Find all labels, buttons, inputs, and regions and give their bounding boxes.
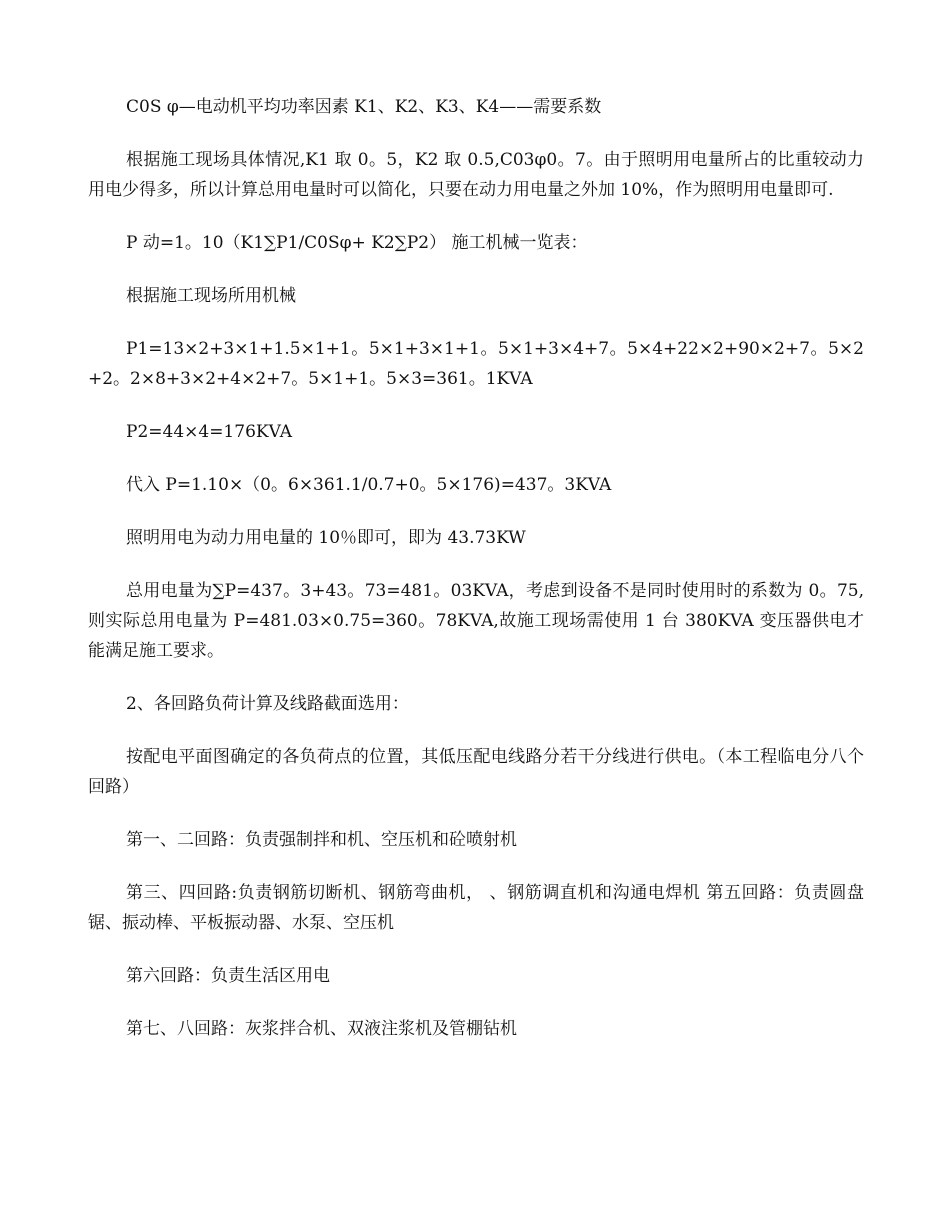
paragraph-power-factor: C0S φ—电动机平均功率因素 K1、K2、K3、K4——需要系数 <box>126 97 602 117</box>
paragraph-lighting-load: 照明用电为动力用电量的 10％即可，即为 43.73KW <box>126 528 526 548</box>
paragraph-circuit-3-5: 第三、四回路:负责钢筋切断机、钢筋弯曲机， 、钢筋调直机和沟通电焊机 第五回路：负责圆盘锯、振动棒、平板振动器、水泵、空压机 <box>88 883 864 933</box>
paragraph-p2-calculation: P2=44×4=176KVA <box>126 422 292 442</box>
section-heading-circuits: 2、各回路负荷计算及线路截面选用： <box>126 694 409 714</box>
paragraph-p1-calculation: P1=13×2+3×1+1.5×1+1。5×1+3×1+1。5×1+3×4+7。5×4+22×2+90×2+7。5×2+2。2×8+3×2+4×2+7。5×1+1。5×3=361。1KVA <box>88 339 864 389</box>
document-page <box>88 92 864 1067</box>
paragraph-circuit-1-2: 第一、二回路：负责强制拌和机、空压机和砼喷射机 <box>126 830 517 850</box>
paragraph-machinery-basis: 根据施工现场所用机械 <box>126 286 296 306</box>
paragraph-total-load: 总用电量为∑P=437。3+43。73=481。03KVA，考虑到设备不是同时使用时的系数为 0。75,则实际总用电量为 P=481.03×0.75=360。78KVA,故施工现场需使用 1 台 380KVA 变压器供电才能满足施工要求。 <box>88 581 864 661</box>
paragraph-substitution: 代入 P=1.10×（0。6×361.1/0.7+0。5×176)=437。3KVA <box>126 475 612 495</box>
paragraph-site-conditions: 根据施工现场具体情况,K1 取 0。5，K2 取 0.5,C03φ0。7。由于照明用电量所占的比重较动力用电少得多，所以计算总用电量时可以简化，只要在动力用电量之外加 10%，作为照明用电量即可. <box>88 150 864 200</box>
paragraph-power-formula: P 动=1。10（K1∑P1/C0Sφ+ K2∑P2） 施工机械一览表： <box>126 233 588 253</box>
paragraph-circuit-6: 第六回路：负责生活区用电 <box>126 966 330 986</box>
paragraph-distribution-plan: 按配电平面图确定的各负荷点的位置，其低压配电线路分若干分线进行供电。（本工程临电分八个回路） <box>88 747 864 797</box>
paragraph-circuit-7-8: 第七、八回路：灰浆拌合机、双液注浆机及管棚钻机 <box>126 1019 517 1039</box>
